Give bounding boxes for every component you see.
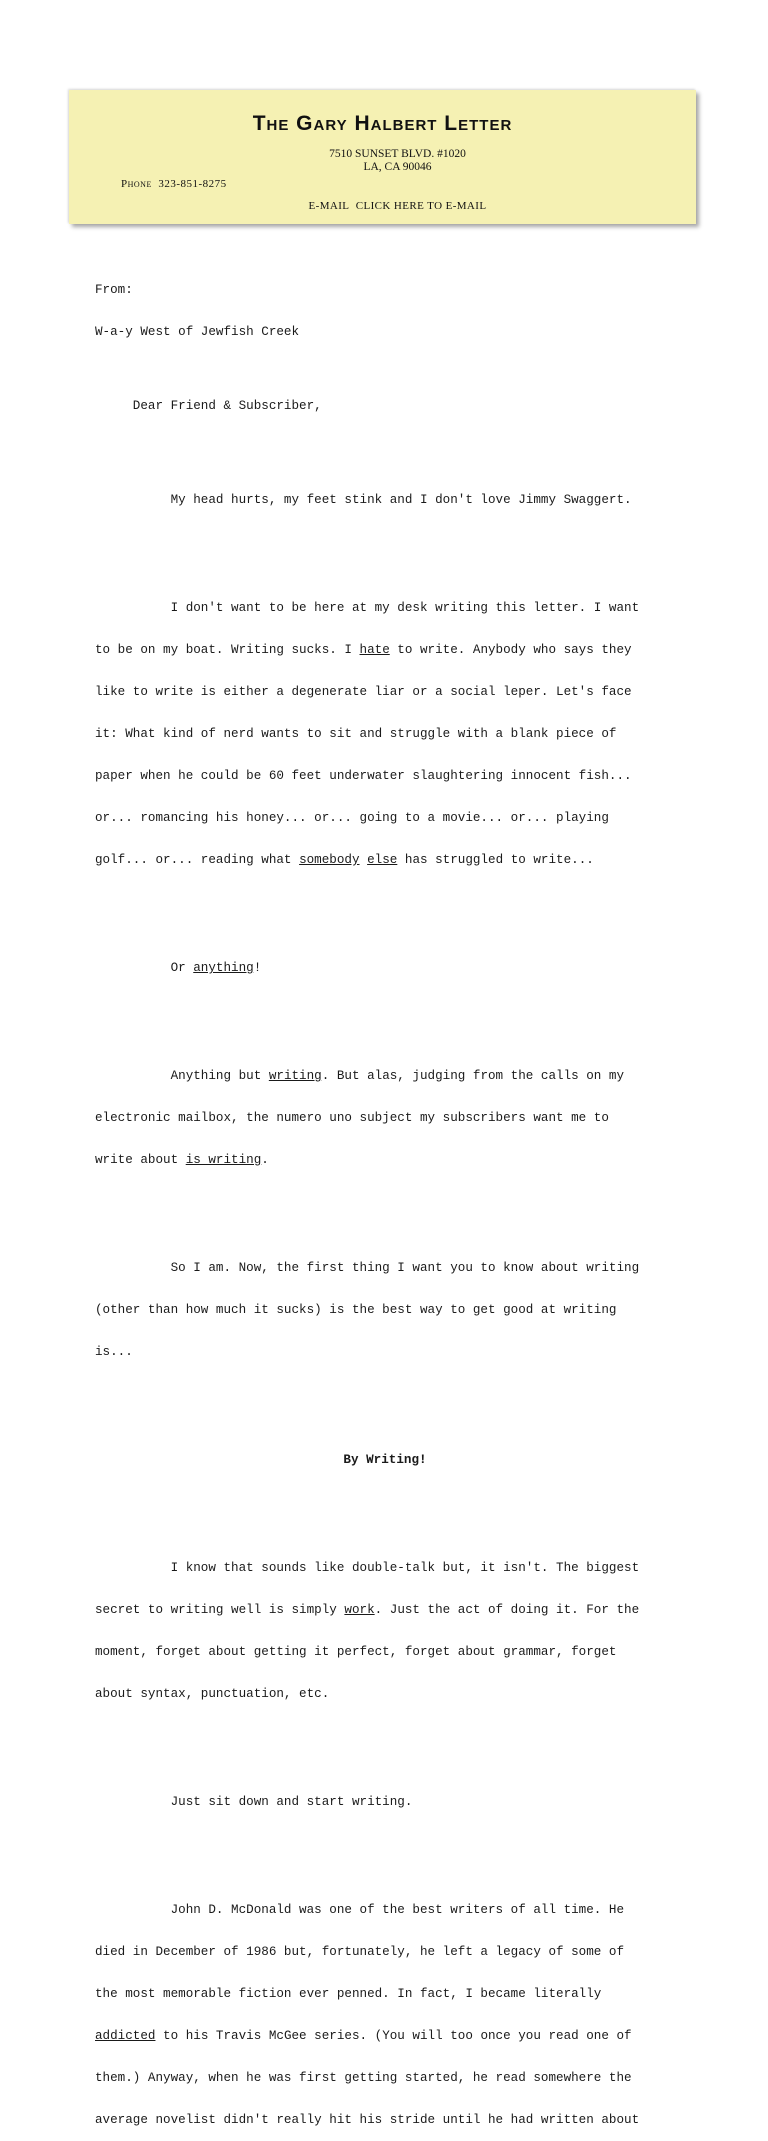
paragraph-4-line-3: write about is writing. [95, 1153, 269, 1167]
paragraph-8-line-3: the most memorable fiction ever penned. In fact, I became literally [95, 1987, 602, 2001]
paragraph-2-line-6: or... romancing his honey... or... going to a movie... or... playing [95, 811, 609, 825]
letterhead-phone [121, 178, 227, 190]
from-label: From: [95, 283, 133, 297]
underlined-word: hate [359, 643, 390, 657]
salutation: Dear Friend & Subscriber, [95, 399, 322, 413]
paragraph-8-line-4: addicted to his Travis McGee series. (You will too once you read one of [95, 2029, 632, 2043]
paragraph-6-line-4: about syntax, punctuation, etc. [95, 1687, 330, 1701]
paragraph-4-line-2: electronic mailbox, the numero uno subject my subscribers want me to [95, 1111, 609, 1125]
underlined-word: addicted [95, 2029, 156, 2043]
paragraph-5-line-1: So I am. Now, the first thing I want you to know about writing [95, 1261, 640, 1275]
paragraph-2-line-4: it: What kind of nerd wants to sit and struggle with a blank piece of [95, 727, 617, 741]
letter-body [95, 255, 675, 2141]
phone-number: 323-851-8275 [158, 178, 227, 190]
paragraph-3: Or anything! [95, 961, 262, 975]
paragraph-6-line-3: moment, forget about getting it perfect, forget about grammar, forget [95, 1645, 617, 1659]
paragraph-1: My head hurts, my feet stink and I don't love Jimmy Swaggert. [95, 493, 632, 507]
paragraph-2-line-1: I don't want to be here at my desk writing this letter. I want [95, 601, 640, 615]
letterhead-banner [69, 90, 696, 224]
paragraph-8-line-6: average novelist didn't really hit his stride until he had written about [95, 2113, 640, 2127]
paragraph-5-line-3: is... [95, 1345, 133, 1359]
paragraph-2-line-5: paper when he could be 60 feet underwater slaughtering innocent fish... [95, 769, 632, 783]
paragraph-2-line-3: like to write is either a degenerate liar or a social leper. Let's face [95, 685, 632, 699]
paragraph-2-line-2: to be on my boat. Writing sucks. I hate to write. Anybody who says they [95, 643, 632, 657]
letterhead-address-line2: LA, CA 90046 [363, 161, 432, 173]
paragraph-2-line-7: golf... or... reading what somebody else has struggled to write... [95, 853, 594, 867]
from-location: W-a-y West of Jewfish Creek [95, 325, 300, 339]
paragraph-6-line-2: secret to writing well is simply work. Just the act of doing it. For the [95, 1603, 640, 1617]
underlined-word: somebody [299, 853, 360, 867]
paragraph-8-line-5: them.) Anyway, when he was first getting started, he read somewhere the [95, 2071, 632, 2085]
phone-label: Phone [121, 178, 152, 190]
letterhead-title: The Gary Halbert Letter [252, 112, 513, 135]
email-link[interactable]: CLICK HERE TO E-MAIL [355, 200, 487, 212]
underlined-word: work [344, 1603, 375, 1617]
paragraph-7: Just sit down and start writing. [95, 1795, 413, 1809]
underlined-word: anything [193, 961, 254, 975]
paragraph-6-line-1: I know that sounds like double-talk but, it isn't. The biggest [95, 1561, 640, 1575]
paragraph-8-line-2: died in December of 1986 but, fortunately, he left a legacy of some of [95, 1945, 625, 1959]
underlined-word: writing [268, 1069, 322, 1083]
underlined-word: is writing [185, 1153, 262, 1167]
letterhead-address-line1: 7510 SUNSET BLVD. #1020 [329, 148, 466, 160]
underlined-word: else [367, 853, 398, 867]
paragraph-5-line-2: (other than how much it sucks) is the best way to get good at writing [95, 1303, 617, 1317]
letterhead-email [69, 200, 696, 212]
paragraph-8-line-1: John D. McDonald was one of the best writers of all time. He [95, 1903, 625, 1917]
paragraph-4-line-1: Anything but writing. But alas, judging from the calls on my [95, 1069, 625, 1083]
email-label: E-MAIL [308, 200, 350, 212]
subheading: By Writing! [343, 1453, 427, 1467]
